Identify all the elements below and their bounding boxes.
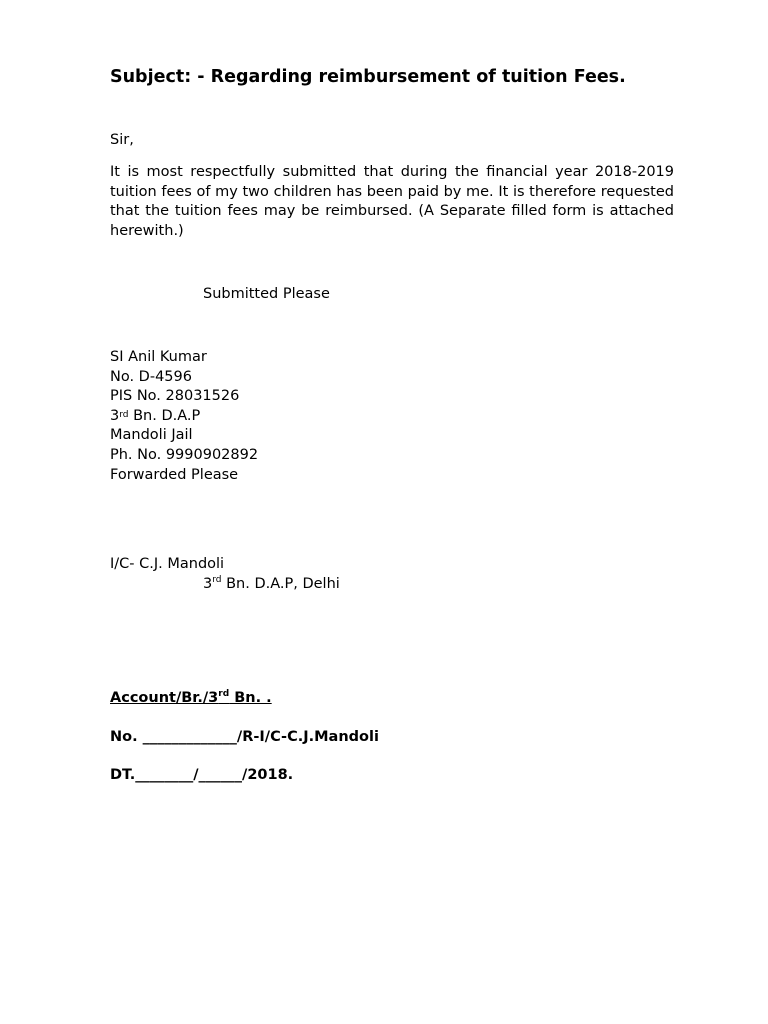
signatory-battalion <box>110 407 258 427</box>
letter-salutation: Sir, <box>110 132 134 148</box>
signatory-number: No. D-4596 <box>110 368 192 385</box>
signatory-forward: Forwarded Please <box>110 466 239 483</box>
letter-closing: Submitted Please <box>203 286 330 302</box>
letter-subject: Subject: - Regarding reimbursement of tuition Fees. <box>110 67 626 87</box>
signatory-phone: Ph. No. 9990902892 <box>110 446 259 463</box>
incharge-battalion-sup: rd <box>212 575 222 585</box>
incharge-battalion <box>203 576 340 592</box>
office-account-line <box>110 690 272 706</box>
signatory-location: Mandoli Jail <box>110 427 193 444</box>
incharge-battalion-rest: Bn. D.A.P, Delhi <box>221 576 340 592</box>
office-account-sup: rd <box>218 689 230 699</box>
office-number-line: No. _____________/R-I/C-C.J.Mandoli <box>110 729 379 745</box>
office-account-suffix: Bn. . <box>229 690 272 706</box>
signatory-name: SI Anil Kumar <box>110 349 207 365</box>
signatory-battalion-num: 3 <box>110 407 120 424</box>
office-date-line: DT.________/______/2018. <box>110 767 294 783</box>
office-account-prefix: Account/Br./3 <box>110 690 219 706</box>
letter-body: It is most respectfully submitted that during the financial year 2018-2019 tuition fees of my two children has been paid by me. It is therefore requested that the tuition fees may be reimbursed. (A Separate filled form is attached herewith.) <box>110 164 674 239</box>
incharge-battalion-num: 3 <box>203 576 213 592</box>
signatory-block <box>110 348 258 485</box>
signatory-battalion-rest: Bn. D.A.P <box>128 407 201 424</box>
signatory-battalion-sup: rd <box>119 409 129 420</box>
incharge-title: I/C- C.J. Mandoli <box>110 556 225 572</box>
signatory-pis: PIS No. 28031526 <box>110 388 240 405</box>
